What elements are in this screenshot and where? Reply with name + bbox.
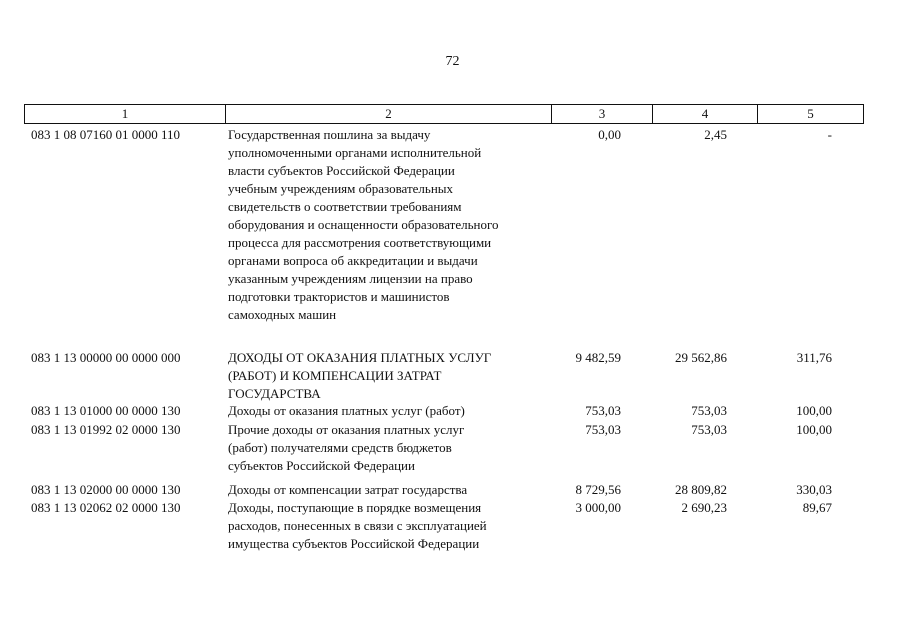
description-line: Доходы от оказания платных услуг (работ) [228,403,465,418]
description-line: учебным учреждениям образовательных [228,181,454,196]
description-line: субъектов Российской Федерации [228,458,415,473]
column-header-5: 5 [758,105,864,124]
value-column-3: 8 729,56 [575,482,621,497]
value-column-4: 2,45 [704,127,727,142]
description-line: Доходы от компенсации затрат государства [228,482,468,497]
value-column-5: 330,03 [796,482,832,497]
income-description [228,499,533,553]
description-line: процесса для рассмотрения соответствующими [228,235,492,250]
column-header-4: 4 [653,105,758,124]
value-column-3: 753,03 [585,422,621,437]
description-line: Прочие доходы от оказания платных услуг [228,422,465,437]
value-column-4: 28 809,82 [675,482,727,497]
value-column-4: 753,03 [691,403,727,418]
budget-code: 083 1 08 07160 01 0000 110 [31,127,181,142]
description-line: власти субъектов Российской Федерации [228,163,455,178]
page-number: 72 [445,54,460,69]
description-line: Государственная пошлина за выдачу [228,127,431,142]
budget-code: 083 1 13 01000 00 0000 130 [31,403,181,418]
value-column-5: - [827,127,832,142]
description-line: подготовки трактористов и машинистов [228,289,450,304]
budget-code: 083 1 13 01992 02 0000 130 [31,422,181,437]
value-column-3: 0,00 [598,127,621,142]
value-column-4: 753,03 [691,422,727,437]
description-line: Доходы, поступающие в порядке возмещения [228,500,482,515]
value-column-5: 311,76 [796,350,832,365]
budget-code: 083 1 13 02062 02 0000 130 [31,500,181,515]
description-line: самоходных машин [228,307,337,322]
description-line: ДОХОДЫ ОТ ОКАЗАНИЯ ПЛАТНЫХ УСЛУГ [228,350,492,365]
description-line: расходов, понесенных в связи с эксплуатацией [228,518,487,533]
column-header-table [24,104,864,124]
description-line: уполномоченными органами исполнительной [228,145,482,160]
description-line: (РАБОТ) И КОМПЕНСАЦИИ ЗАТРАТ [228,368,442,383]
column-header-1: 1 [25,105,226,124]
description-line: имущества субъектов Российской Федерации [228,536,480,551]
column-header-3: 3 [552,105,653,124]
value-column-5: 100,00 [796,403,832,418]
value-column-5: 100,00 [796,422,832,437]
description-line: органами вопроса об аккредитации и выдачи [228,253,478,268]
value-column-4: 29 562,86 [675,350,727,365]
value-column-5: 89,67 [802,500,832,515]
income-description [228,349,533,403]
description-line: указанным учреждениям лицензии на право [228,271,473,286]
income-description [228,421,533,475]
value-column-3: 3 000,00 [575,500,621,515]
income-description [228,402,533,420]
budget-code: 083 1 13 02000 00 0000 130 [31,482,181,497]
value-column-3: 753,03 [585,403,621,418]
income-description [228,481,533,499]
description-line: (работ) получателями средств бюджетов [228,440,452,455]
description-line: оборудования и оснащенности образовательного [228,217,499,232]
column-header-row [25,105,864,124]
description-line: ГОСУДАРСТВА [228,386,321,401]
value-column-4: 2 690,23 [681,500,727,515]
budget-code: 083 1 13 00000 00 0000 000 [31,350,181,365]
column-header-2: 2 [226,105,552,124]
income-description [228,126,533,324]
description-line: свидетельств о соответствии требованиям [228,199,462,214]
value-column-3: 9 482,59 [575,350,621,365]
